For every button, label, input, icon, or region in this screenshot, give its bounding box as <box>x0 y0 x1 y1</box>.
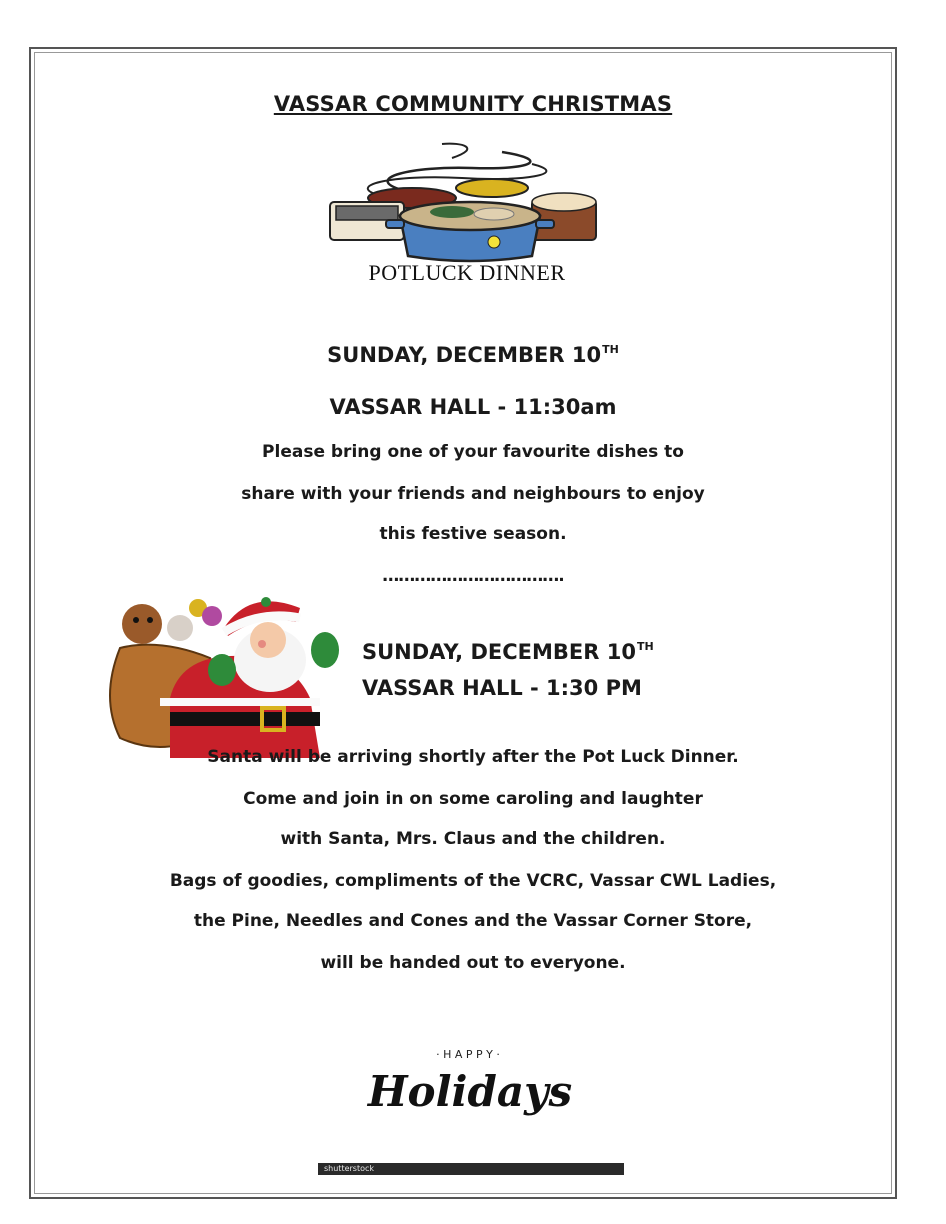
event2-location-time: VASSAR HALL - 1:30 PM <box>362 676 642 700</box>
event2-description-line: with Santa, Mrs. Claus and the children. <box>280 829 666 849</box>
event2-description-line: Bags of goodies, compliments of the VCRC, Vassar CWL Ladies, <box>169 871 777 891</box>
watermark-bar <box>318 1163 624 1175</box>
happy-text: · H A P P Y · <box>436 1048 500 1061</box>
event1-date: SUNDAY, DECEMBER 10TH <box>327 343 619 367</box>
event1-description-line: Please bring one of your favourite dishes to <box>262 442 684 462</box>
event2-description-line: Santa will be arriving shortly after the Pot Luck Dinner. <box>207 747 739 767</box>
potluck-logo-text: POTLUCK DINNER <box>368 260 566 285</box>
separator-dots: ……………………………. <box>382 566 564 586</box>
holidays-script-text: Holidays <box>367 1067 573 1116</box>
event2-date: SUNDAY, DECEMBER 10TH <box>362 640 654 664</box>
happy-holidays-illustration-icon <box>340 1040 600 1125</box>
event1-description-line: share with your friends and neighbours to enjoy <box>241 484 705 504</box>
santa-illustration-icon <box>100 588 350 758</box>
event2-description-line: the Pine, Needles and Cones and the Vassar Corner Store, <box>193 911 753 931</box>
watermark-text: shutterstock <box>324 1164 375 1173</box>
event2-description-line: Come and join in on some caroling and laughter <box>243 789 703 809</box>
potluck-illustration-icon <box>322 138 612 288</box>
flyer-title: VASSAR COMMUNITY CHRISTMAS <box>273 92 673 116</box>
event2-description-line: will be handed out to everyone. <box>320 953 626 973</box>
event1-location-time: VASSAR HALL - 11:30am <box>329 395 617 419</box>
event1-description-line: this festive season. <box>379 524 567 544</box>
